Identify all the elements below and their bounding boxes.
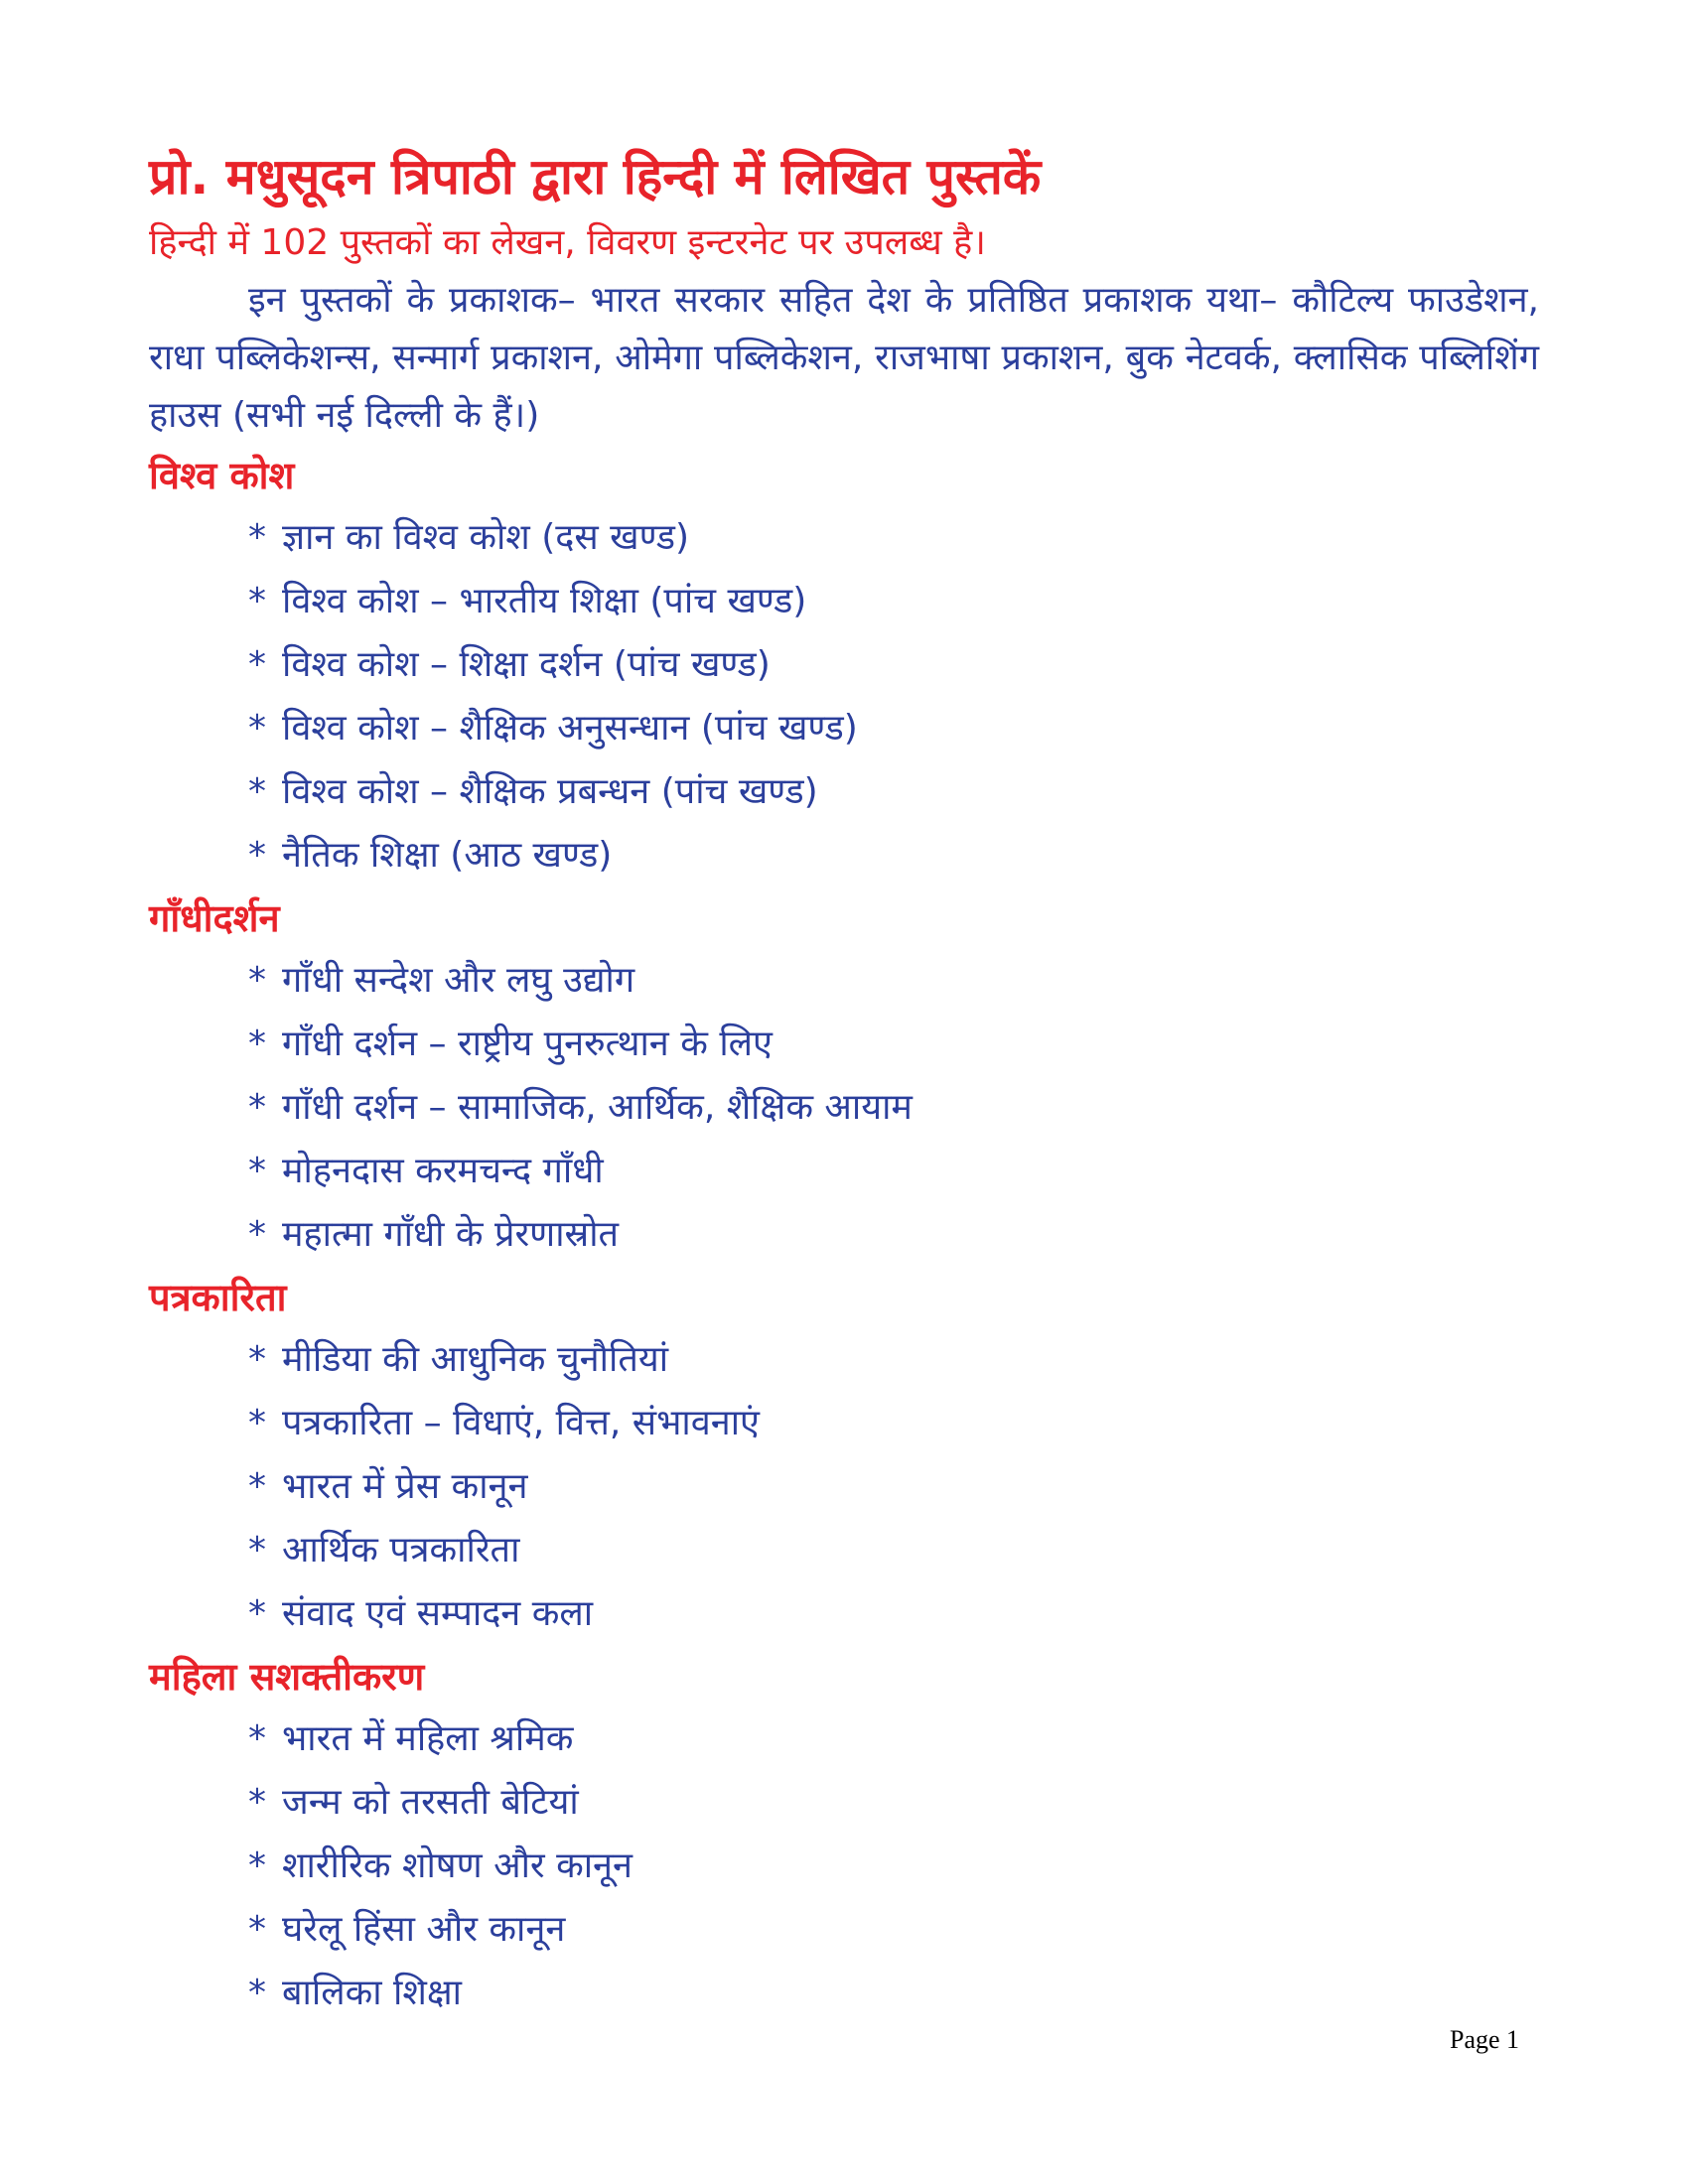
list-item: [248, 824, 1539, 887]
book-title: ज्ञान का विश्व कोश (दस खण्ड): [282, 517, 690, 558]
bullet-asterisk: *: [248, 1403, 266, 1443]
list-item: [248, 1519, 1539, 1582]
bullet-asterisk: *: [248, 1024, 266, 1064]
list-item: [248, 633, 1539, 697]
document-page: [149, 139, 1539, 2025]
book-title: विश्व कोश – शैक्षिक प्रबन्धन (पांच खण्ड): [282, 771, 818, 812]
book-list: [149, 506, 1539, 887]
section-heading: गाँधीदर्शन: [149, 896, 280, 940]
bullet-asterisk: *: [248, 1973, 266, 2013]
book-title: भारत में प्रेस कानून: [282, 1466, 528, 1507]
book-title: जन्म को तरसती बेटियां: [282, 1782, 579, 1823]
bullet-asterisk: *: [248, 835, 266, 876]
publishers-paragraph: इन पुस्तकों के प्रकाशक– भारत सरकार सहित देश के प्रतिष्ठित प्रकाशक यथा– कौटिल्य फाउडेशन, राधा पब्लिकेशन्स, सन्मार्ग प्रकाशन, ओमेगा पब्लिकेशन, राजभाषा प्रकाशन, बुक नेटवर्क, क्लासिक पब्लिशिंग हाउस (सभी नई दिल्ली के हैं।): [149, 280, 1539, 436]
list-item: [248, 1771, 1539, 1835]
book-title: घरेलू हिंसा और कानून: [282, 1909, 566, 1950]
list-item: [248, 1962, 1539, 2025]
list-item: [248, 570, 1539, 633]
bullet-asterisk: *: [248, 771, 266, 812]
bullet-asterisk: *: [248, 581, 266, 621]
list-item: [248, 1203, 1539, 1267]
list-item: [248, 1328, 1539, 1392]
book-title: मीडिया की आधुनिक चुनौतियां: [282, 1339, 669, 1380]
list-item: [248, 760, 1539, 824]
book-list: [149, 1707, 1539, 2025]
section-heading: विश्व कोश: [149, 454, 295, 497]
book-list: [149, 949, 1539, 1267]
section-mahila-sashaktikaran: [149, 1646, 1539, 2025]
list-item: [248, 949, 1539, 1013]
bullet-asterisk: *: [248, 1909, 266, 1950]
document-title: प्रो. मधुसूदन त्रिपाठी द्वारा हिन्दी में लिखित पुस्तकें: [149, 148, 1042, 205]
book-title: नैतिक शिक्षा (आठ खण्ड): [282, 835, 613, 876]
book-title: भारत में महिला श्रमिक: [282, 1718, 574, 1759]
book-title: विश्व कोश – भारतीय शिक्षा (पांच खण्ड): [282, 581, 807, 621]
list-item: [248, 1392, 1539, 1455]
bullet-asterisk: *: [248, 1593, 266, 1634]
bullet-asterisk: *: [248, 1087, 266, 1128]
list-item: [248, 1076, 1539, 1140]
bullet-asterisk: *: [248, 1339, 266, 1380]
list-item: [248, 697, 1539, 760]
book-title: बालिका शिक्षा: [282, 1973, 462, 2013]
bullet-asterisk: *: [248, 517, 266, 558]
book-title: आर्थिक पत्रकारिता: [282, 1530, 520, 1570]
list-item: [248, 1013, 1539, 1076]
list-item: [248, 1707, 1539, 1771]
book-title: गाँधी सन्देश और लघु उद्योग: [282, 960, 635, 1001]
section-patrakarita: [149, 1267, 1539, 1646]
section-heading: पत्रकारिता: [149, 1276, 287, 1319]
book-title: विश्व कोश – शैक्षिक अनुसन्धान (पांच खण्ड): [282, 708, 858, 749]
document-subtitle: हिन्दी में 102 पुस्तकों का लेखन, विवरण इन्टरनेट पर उपलब्ध है।: [149, 222, 986, 263]
bullet-asterisk: *: [248, 1151, 266, 1191]
book-title: संवाद एवं सम्पादन कला: [282, 1593, 594, 1634]
list-item: [248, 1455, 1539, 1519]
list-item: [248, 1835, 1539, 1898]
section-heading: महिला सशक्तीकरण: [149, 1655, 425, 1699]
page-number: Page 1: [1450, 2025, 1520, 2054]
book-title: शारीरिक शोषण और कानून: [282, 1845, 633, 1886]
bullet-asterisk: *: [248, 1214, 266, 1255]
list-item: [248, 506, 1539, 570]
bullet-asterisk: *: [248, 1466, 266, 1507]
bullet-asterisk: *: [248, 708, 266, 749]
bullet-asterisk: *: [248, 644, 266, 685]
bullet-asterisk: *: [248, 1782, 266, 1823]
bullet-asterisk: *: [248, 1718, 266, 1759]
bullet-asterisk: *: [248, 960, 266, 1001]
list-item: [248, 1582, 1539, 1646]
book-title: मोहनदास करमचन्द गाँधी: [282, 1151, 604, 1191]
bullet-asterisk: *: [248, 1530, 266, 1570]
list-item: [248, 1898, 1539, 1962]
book-title: विश्व कोश – शिक्षा दर्शन (पांच खण्ड): [282, 644, 771, 685]
book-title: महात्मा गाँधी के प्रेरणास्रोत: [282, 1214, 620, 1255]
book-list: [149, 1328, 1539, 1646]
bullet-asterisk: *: [248, 1845, 266, 1886]
book-title: पत्रकारिता – विधाएं, वित्त, संभावनाएं: [282, 1403, 760, 1443]
book-title: गाँधी दर्शन – सामाजिक, आर्थिक, शैक्षिक आयाम: [282, 1087, 913, 1128]
section-vishwa-kosh: [149, 445, 1539, 887]
section-gandhi-darshan: [149, 887, 1539, 1267]
list-item: [248, 1140, 1539, 1203]
book-title: गाँधी दर्शन – राष्ट्रीय पुनरुत्थान के लिए: [282, 1024, 773, 1064]
